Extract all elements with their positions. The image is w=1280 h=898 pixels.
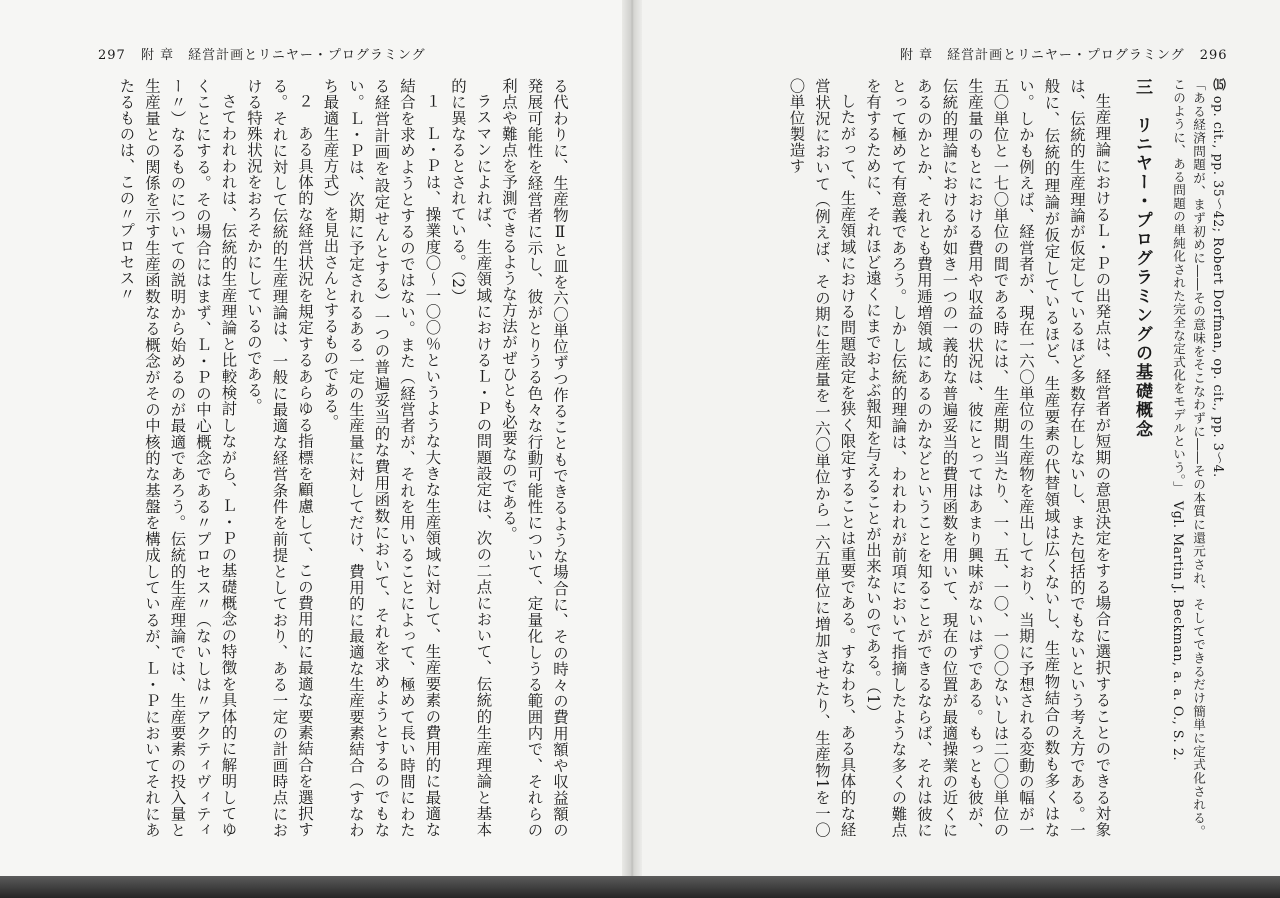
left-paragraph-3: １ Ｌ・Ｐは、操業度〇～一〇〇％というような大きな生産領域に対して、生産要素の費用的に最適な結合を求めようとするのではない。また（経営者が、それを用いることによって、極めて長い時間にわたる経営計画を設定せんとする）一つの普遍妥当的な費用函数において、それを求めようとするのでもない。Ｌ・Ｐは、次期に予定されるある一定の生産量に対してだけ、費用的に最適な生産要素結合（すなわち最適生産方式）を見出さんとするものである。 [321,78,442,838]
right-page-number: 296 [1199,48,1228,63]
left-running-head [88,44,426,63]
left-paragraph-2: ラスマンによれば、生産領域におけるＬ・Ｐの問題設定は、次の二点において、伝統的生産理論と基本的に異なるとされている。（2） [449,78,493,838]
right-paragraph-1: 生産理論におけるＬ・Ｐの出発点は、経営者が短期の意思決定をする場合に選択することのできる対象は、伝統的生産理論が仮定しているほど多数存在しないし、また包括的でもないという考え方である。一般に、伝統的理論が仮定しているほど、生産要素の代替領域は広くないし、生産物結合の数も多くはない。しかも例えば、経営者が、現在一六〇単位の生産物を産出しており、当期に予想される変動の幅が一五〇単位と一七〇単位の間である時には、生産期間当たり、一、五、一〇、一〇〇ないしは二〇〇単位の生産量のもとにおける費用や収益の状況は、彼にとってはあまり興味がないはずである。もっとも彼が、伝統的理論におけるが如き一つの一義的な普遍妥当的費用函数を用いて、現在の位置が最適操業の近くにあるのかとか、それとも費用逓増領域にあるのかなどということを知ることができるならば、それは彼にとって極めて有意義であろう。しかし伝統的理論は、われわれが前項において指摘したような多くの難点を有するために、それほど遠くにまでおよぶ報知を与えることが出来ないのである。（1） [864,78,1112,838]
left-page-number: 297 [98,48,126,63]
footnote-15 [1208,78,1228,838]
right-running-head [900,44,1238,63]
left-paragraph-5: さてわれわれは、伝統的生産理論と比較検討しながら、Ｌ・Ｐの基礎概念の特徴を具体的に解明してゆくことにする。その場合にはまず、Ｌ・Ｐの中心概念である〃プロセス〃（ないしは〃アクティヴィティー〃）なるものについての説明から始めるのが最適であろう。伝統的生産理論では、生産要素の投入量と生産量との関係を示す生産函数なる概念がその中核的な基盤を構成しているが、Ｌ・Ｐにおいてそれにあたるものは、この〃プロセス〃 [117,78,238,838]
left-running-title: 附 章 経営計画とリニヤー・プログラミング [140,48,426,63]
section-heading: 三 リニヤー・プログラミングの基礎概念 [1132,78,1152,439]
book-gutter [622,0,642,880]
footnote-number: ⒂ [1211,78,1226,92]
right-body-text [748,78,1228,838]
left-paragraph-4: ２ ある具体的な経営状況を規定するあらゆる指標を顧慮して、この費用的に最適な要素結合を選択する。それに対して伝統的生産理論は、一般に最適な経営条件を前提としており、ある一定の計画時点における特殊状況をおろそかにしているのである。 [245,78,314,838]
right-paragraph-2: したがって、生産領域における問題設定を狭く限定することは重要である。すなわち、ある具体的な経営状況において（例えば、その期に生産量を一六〇単位から一六五単位に増加させたり、生産物1を一〇〇単位製造す [787,78,857,838]
left-body-text [72,78,572,838]
footnote-line-2: 「ある経済問題が、まず初めに――その意味をそこなわずに――その本質に還元され、そしてできるだけ簡単に定式化される。このように、ある問題の単純化された完全な定式化をモデルという。」 Vgl. Martin J. Beckman, a. a. O., S. 2. [1171,78,1206,838]
scanner-bottom-edge [0,876,1280,898]
left-paragraph-1: る代わりに、生産物Ⅱと皿を六〇単位ずつ作ることもできるような場合に、その時々の費用額や収益額の発展可能性を経営者に示し、彼がとりうる色々な行動可能性について、定量化しうる範囲内で、それらの利点や難点を予測できるような方法がぜひとも必要なのである。 [500,78,569,838]
footnote-line-1: op. cit., pp. 35～42; Robert Dorfman, op. cit., pp. 3～4. [1211,95,1226,478]
right-running-title: 附 章 経営計画とリニヤー・プログラミング [900,48,1185,63]
